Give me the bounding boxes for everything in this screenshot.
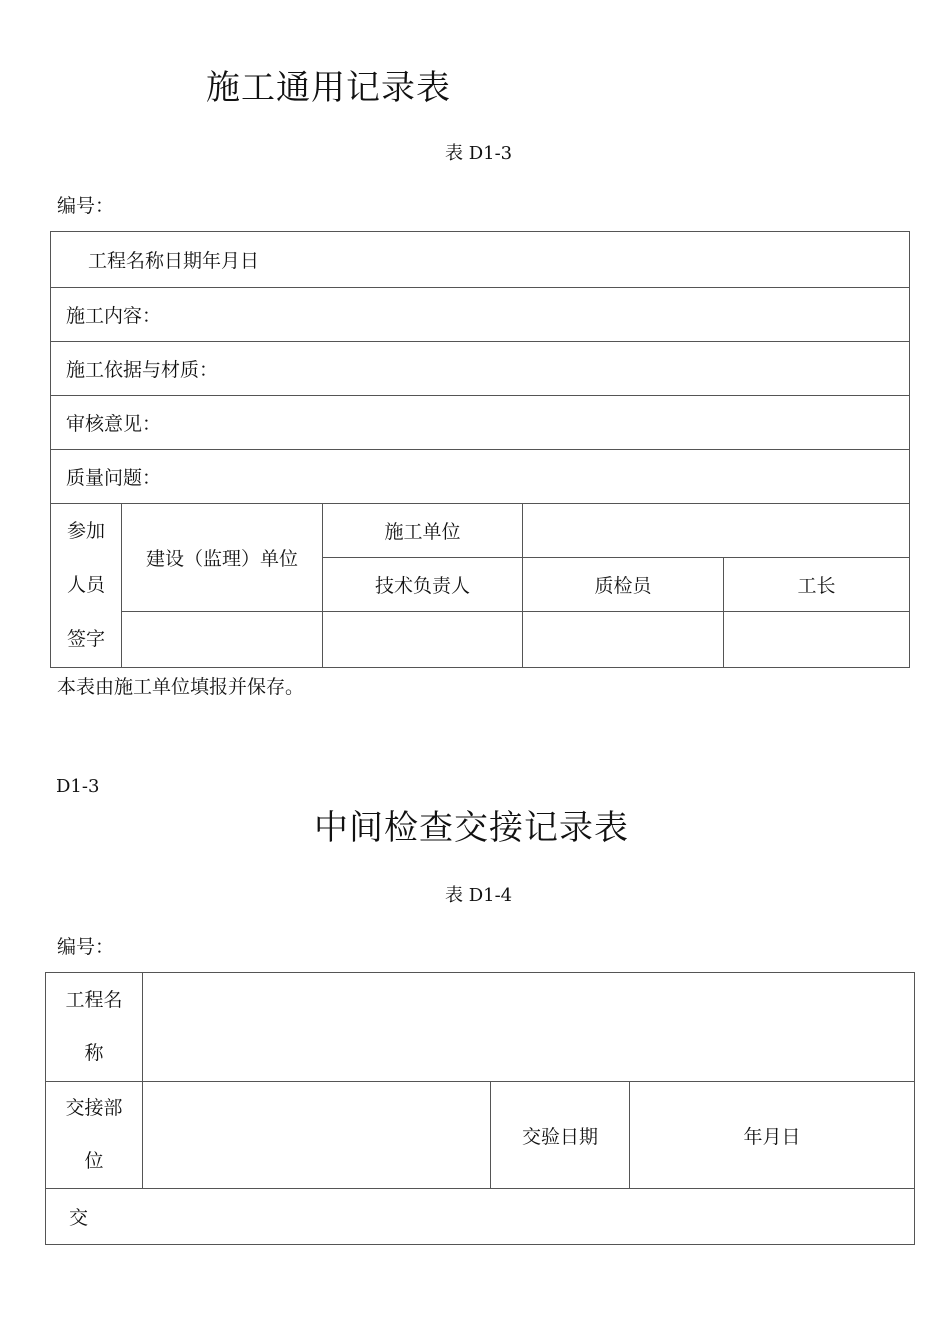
quality-issues-label: 质量问题： (66, 467, 162, 489)
project-name-label-cell (46, 973, 143, 1082)
construction-content-cell[interactable] (51, 288, 910, 342)
construction-unit-value[interactable] (523, 504, 910, 558)
supervision-unit-cell: 建设（监理）单位 (122, 504, 323, 612)
page-marker: D1-3 (56, 776, 100, 797)
project-name-label-line1: 工程名 (65, 989, 123, 1011)
form1-footnote: 本表由施工单位填报并保存。 (57, 676, 305, 698)
handover-row (46, 1189, 915, 1245)
handover-part-label-cell (46, 1082, 143, 1189)
handover-part-label-line2: 位 (84, 1150, 104, 1172)
construction-basis-label: 施工依据与材质： (66, 359, 219, 381)
foreman-signature-field[interactable] (724, 612, 910, 668)
form1-table-number: 表 D1-3 (445, 143, 513, 164)
project-name-label-line2: 称 (84, 1042, 104, 1064)
inspection-date-label: 交验日期 (491, 1082, 630, 1189)
handover-label: 交 (69, 1207, 89, 1229)
construction-basis-cell[interactable] (51, 342, 910, 396)
inspection-date-field[interactable]: 年月日 (630, 1082, 915, 1189)
inspector-label: 质检员 (523, 558, 724, 612)
foreman-label: 工长 (724, 558, 910, 612)
tech-lead-label: 技术负责人 (323, 558, 523, 612)
tech-lead-signature-field[interactable] (323, 612, 523, 668)
participants-label-line1: 参加 (66, 520, 105, 542)
participants-signature-label-cell (51, 504, 122, 668)
form1-title: 施工通用记录表 (206, 68, 451, 108)
handover-part-field[interactable] (143, 1082, 491, 1189)
supervision-signature-field[interactable] (122, 612, 323, 668)
project-name-date-cell: 工程名称日期年月日 (51, 232, 910, 288)
form1-number-label: 编号： (57, 195, 115, 217)
form1-table (50, 231, 910, 668)
handover-part-label-line1: 交接部 (65, 1097, 123, 1119)
quality-issues-cell[interactable] (51, 450, 910, 504)
form2-title: 中间检查交接记录表 (314, 808, 629, 848)
construction-content-label: 施工内容： (66, 305, 162, 327)
inspector-signature-field[interactable] (523, 612, 724, 668)
review-opinion-label: 审核意见： (66, 413, 162, 435)
form2-table-number: 表 D1-4 (445, 885, 513, 906)
participants-label-line2: 人员 (66, 574, 105, 596)
project-name-field[interactable] (143, 973, 915, 1082)
review-opinion-cell[interactable] (51, 396, 910, 450)
form2-table (45, 972, 915, 1245)
participants-label-line3: 签字 (66, 628, 105, 650)
construction-unit-label: 施工单位 (323, 504, 523, 558)
form2-number-label: 编号： (57, 936, 115, 958)
